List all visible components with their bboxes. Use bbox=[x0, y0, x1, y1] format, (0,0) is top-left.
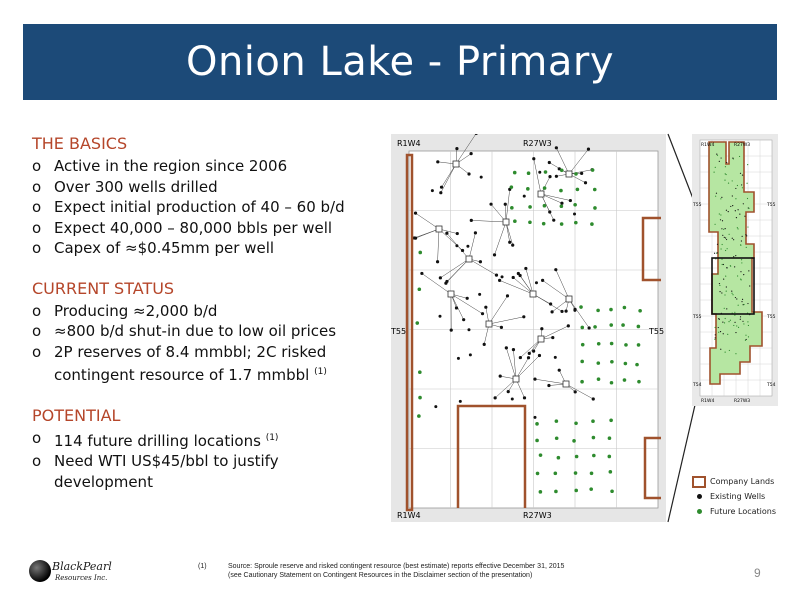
bullet-glyph: o bbox=[32, 322, 42, 340]
footnote-text: Source: Sproule reserve and risked contingent resource (best estimate) reports effective December 31, 2015 (see Cautionary Statement on Contingent Resources in the Disclaimer section of the presentation) bbox=[228, 563, 565, 579]
bullet-glyph: o bbox=[32, 157, 42, 175]
map-label-right-mid: T55 bbox=[649, 327, 665, 336]
list-item: o Capex of ≈$0.45mm per well bbox=[32, 239, 275, 257]
footnote-ref: (1) bbox=[265, 432, 279, 443]
footnote-number: (1) bbox=[198, 563, 207, 570]
bullet-glyph: o bbox=[32, 452, 42, 470]
map-label-bottom-left: R1W4 bbox=[397, 511, 421, 520]
map-legend bbox=[692, 474, 782, 519]
list-item: o Over 300 wells drilled bbox=[32, 177, 218, 196]
inset-label-bottom-right: R27W3 bbox=[734, 399, 751, 404]
section-heading-basics: THE BASICS bbox=[32, 134, 128, 153]
bullet-glyph: o bbox=[32, 428, 42, 447]
inset-label-top-left: R1W4 bbox=[701, 143, 715, 148]
footnote-ref: (1) bbox=[314, 367, 327, 377]
list-item: o Need WTI US$45/bbl to justify development bbox=[32, 452, 279, 491]
title-bar bbox=[23, 24, 777, 100]
bullet-glyph: o bbox=[32, 301, 42, 320]
inset-label-t54-left: T54 bbox=[693, 383, 702, 388]
logo-sub: Resources Inc. bbox=[55, 574, 108, 582]
bullet-glyph: o bbox=[32, 218, 42, 237]
potential-list bbox=[32, 428, 382, 493]
slide-title: Onion Lake - Primary bbox=[185, 39, 615, 85]
legend-swatch-dot-black bbox=[692, 494, 706, 499]
legend-swatch-box bbox=[692, 476, 706, 488]
legend-item-company-lands: Company Lands bbox=[692, 474, 782, 489]
section-heading-status: CURRENT STATUS bbox=[32, 278, 175, 298]
inset-label-bottom-left: R1W4 bbox=[701, 399, 715, 404]
inset-label-t55-left: T55 bbox=[693, 203, 702, 208]
inset-label-top-right: R27W3 bbox=[734, 143, 751, 148]
legend-item-existing-wells: Existing Wells bbox=[692, 489, 782, 504]
section-status bbox=[32, 279, 382, 386]
list-item: o Active in the region since 2006 bbox=[32, 157, 288, 175]
list-item: o 114 future drilling locations $^{(1)}$ bbox=[32, 428, 279, 450]
pearl-logo-icon bbox=[28, 552, 116, 588]
map-label-left-mid: T55 bbox=[391, 327, 407, 336]
logo-name: BlackPearl bbox=[52, 560, 112, 573]
company-logo bbox=[28, 552, 116, 588]
legend-swatch-dot-green bbox=[692, 509, 706, 514]
list-item: o Expect 40,000 – 80,000 bbls per well bbox=[32, 218, 333, 237]
map-label-bottom-mid: R27W3 bbox=[523, 511, 552, 520]
inset-label-t55b-right: T55 bbox=[767, 315, 776, 320]
list-item: o Expect initial production of 40 – 60 b/d bbox=[32, 198, 345, 216]
inset-label-t55b-left: T55 bbox=[693, 315, 702, 320]
status-list bbox=[32, 301, 382, 386]
section-heading-potential: POTENTIAL bbox=[32, 405, 121, 425]
map-label-top-mid: R27W3 bbox=[523, 139, 552, 148]
text-column bbox=[32, 134, 382, 512]
legend-item-future-locations: Future Locations bbox=[692, 504, 782, 519]
bullet-glyph: o bbox=[32, 198, 42, 216]
list-item: o Producing ≈2,000 b/d bbox=[32, 301, 218, 320]
bullet-glyph: o bbox=[32, 342, 42, 361]
bullet-glyph: o bbox=[32, 239, 42, 257]
map-label-top-left: R1W4 bbox=[397, 139, 421, 148]
inset-map-svg bbox=[692, 134, 778, 406]
inset-label-t54-right: T54 bbox=[767, 383, 776, 388]
inset-label-t55-right: T55 bbox=[767, 203, 776, 208]
list-item: o ≈800 b/d shut-in due to low oil prices bbox=[32, 322, 337, 340]
well-map-svg bbox=[391, 134, 666, 522]
section-potential bbox=[32, 406, 382, 493]
bullet-glyph: o bbox=[32, 177, 42, 196]
section-basics bbox=[32, 134, 382, 259]
well-map bbox=[391, 134, 666, 522]
list-item: o 2P reserves of 8.4 mmbbl; 2C risked contingent resource of 1.7 mmbbl $^{(1)}$ bbox=[32, 342, 327, 384]
inset-overview-map bbox=[692, 134, 778, 406]
basics-list bbox=[32, 156, 382, 259]
page-number: 9 bbox=[754, 566, 761, 580]
